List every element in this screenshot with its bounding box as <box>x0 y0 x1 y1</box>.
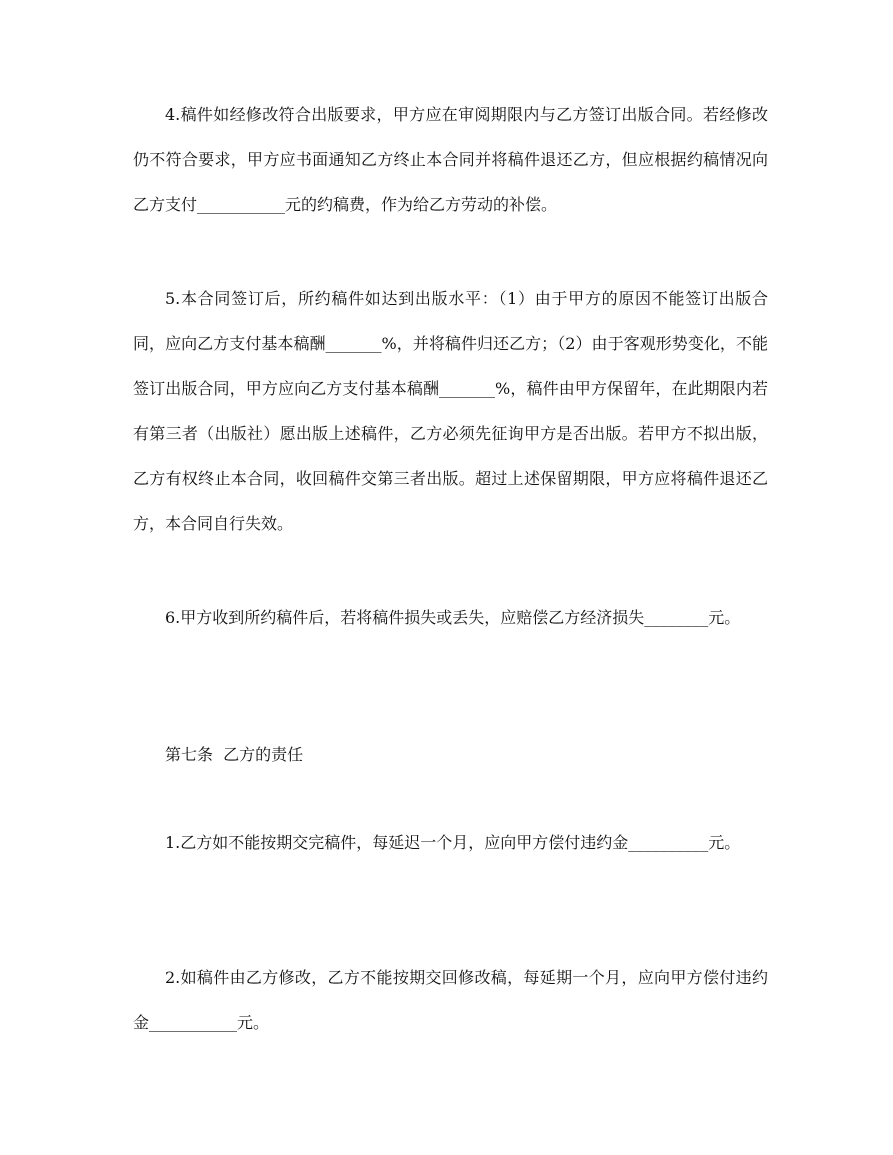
clause-4-paragraph: 4.稿件如经修改符合出版要求，甲方应在审阅期限内与乙方签订出版合同。若经修改仍不符合要求，甲方应书面通知乙方终止本合同并将稿件退还乙方，但应根据约稿情况向乙方支付___________元的约稿费，作为给乙方劳动的补偿。 <box>133 105 768 214</box>
clause-5-paragraph: 5.本合同签订后，所约稿件如达到出版水平：（1）由于甲方的原因不能签订出版合同，应向乙方支付基本稿酬_______%，并将稿件归还乙方；（2）由于客观形势变化，不能签订出版合同，甲方应向乙方支付基本稿酬_______%，稿件由甲方保留年，在此期限内若有第三者（出版社）愿出版上述稿件，乙方必须先征询甲方是否出版。若甲方不拟出版，乙方有权终止本合同，收回稿件交第三者出版。超过上述保留期限，甲方应将稿件退还乙方，本合同自行失效。 <box>133 289 768 533</box>
party-b-clause-1-paragraph: 1.乙方如不能按期交完稿件，每延迟一个月，应向甲方偿付违约金__________元。 <box>165 833 741 852</box>
party-b-clause-2-paragraph: 2.如稿件由乙方修改，乙方不能按期交回修改稿，每延期一个月，应向甲方偿付违约金___________元。 <box>133 968 768 1032</box>
clause-6-paragraph: 6.甲方收到所约稿件后，若将稿件损失或丢失，应赔偿乙方经济损失________元。 <box>165 608 741 627</box>
section-heading: 第七条 乙方的责任 <box>165 745 304 764</box>
